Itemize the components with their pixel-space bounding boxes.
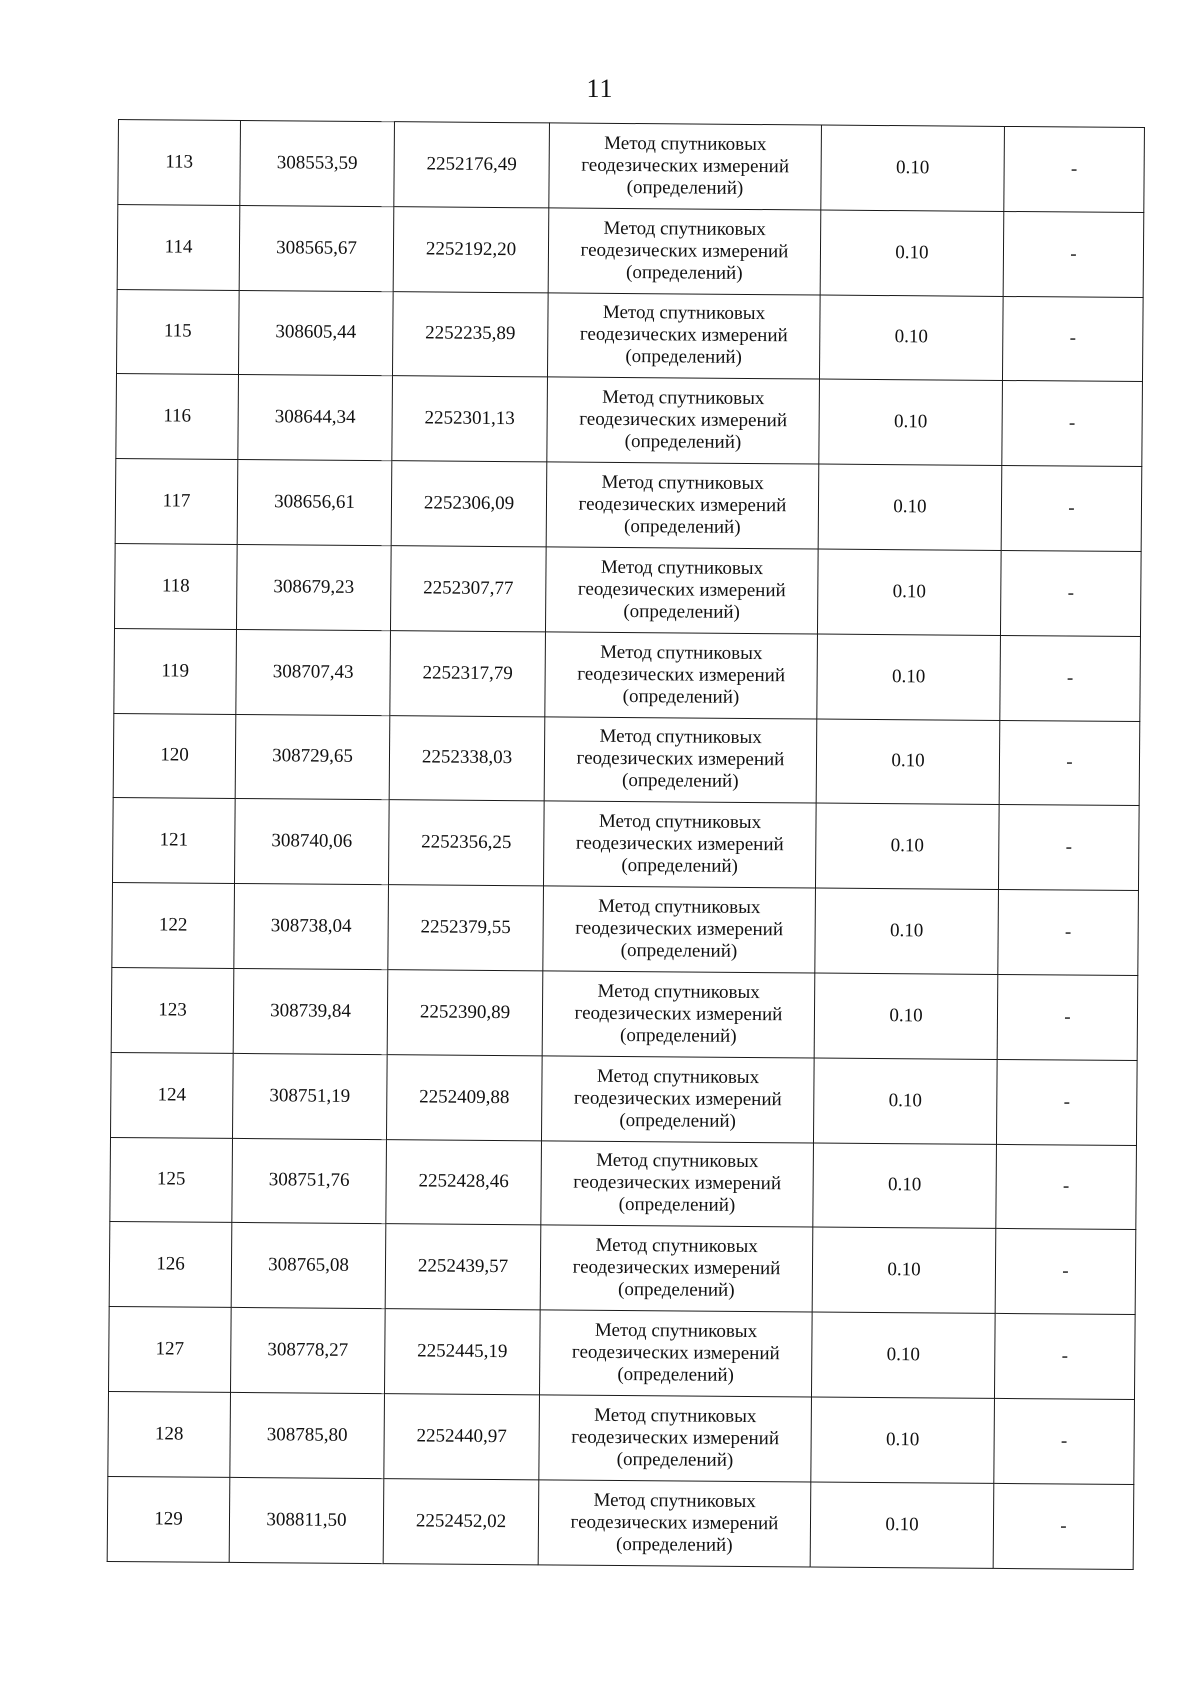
method-cell [540, 1225, 813, 1312]
accuracy-cell: 0.10 [812, 1227, 996, 1313]
method-cell [548, 208, 821, 295]
note-cell: - [1002, 381, 1143, 467]
accuracy-cell: 0.10 [811, 1397, 995, 1483]
x-coordinate-cell: 308605,44 [238, 290, 393, 376]
x-coordinate-cell: 308679,23 [236, 544, 391, 630]
method-cell [543, 886, 816, 973]
method-line-3: (определений) [621, 770, 739, 793]
note-cell: - [1000, 635, 1141, 721]
method-line-3: (определений) [616, 1448, 734, 1471]
method-line-2: геодезических измерений [572, 1256, 781, 1280]
method-line-1: Метод спутниковых [596, 1150, 759, 1173]
point-number-cell: 116 [116, 374, 239, 460]
method-line-2: геодезических измерений [571, 1426, 780, 1450]
point-number-cell: 114 [117, 204, 240, 290]
y-coordinate-cell: 2252235,89 [392, 291, 548, 377]
accuracy-cell: 0.10 [816, 719, 1000, 805]
accuracy-cell: 0.10 [819, 379, 1003, 465]
method-cell [547, 292, 820, 379]
method-line-2: геодезических измерений [570, 1511, 779, 1534]
point-number-cell: 128 [108, 1391, 231, 1477]
note-cell: - [994, 1398, 1135, 1484]
table-row [110, 1137, 1137, 1230]
method-cell [542, 971, 815, 1058]
table-row [108, 1391, 1135, 1484]
y-coordinate-cell: 2252390,89 [387, 970, 543, 1056]
table-row [116, 289, 1143, 382]
y-coordinate-cell: 2252379,55 [388, 885, 544, 971]
table-row [118, 120, 1145, 213]
accuracy-cell: 0.10 [821, 125, 1005, 211]
table-row [107, 1476, 1134, 1569]
accuracy-cell: 0.10 [820, 210, 1004, 296]
accuracy-cell: 0.10 [810, 1482, 994, 1568]
method-line-2: геодезических измерений [581, 154, 790, 178]
accuracy-cell: 0.10 [817, 549, 1001, 635]
table-row [114, 628, 1141, 721]
x-coordinate-cell: 308553,59 [240, 120, 395, 206]
method-line-3: (определений) [623, 600, 740, 623]
method-line-2: геодезических измерений [580, 239, 789, 262]
note-cell: - [997, 974, 1138, 1060]
point-number-cell: 117 [115, 459, 238, 545]
method-line-1: Метод спутниковых [600, 641, 763, 664]
point-number-cell: 124 [111, 1052, 234, 1138]
y-coordinate-cell: 2252307,77 [390, 546, 546, 632]
accuracy-cell: 0.10 [813, 1058, 997, 1144]
table-row [109, 1307, 1136, 1400]
x-coordinate-cell: 308811,50 [229, 1477, 384, 1563]
y-coordinate-cell: 2252338,03 [389, 715, 545, 801]
point-number-cell: 115 [116, 289, 239, 375]
method-line-3: (определений) [626, 176, 744, 199]
method-line-3: (определений) [624, 431, 742, 454]
method-line-1: Метод спутниковых [597, 980, 760, 1003]
method-line-1: Метод спутниковых [595, 1235, 758, 1258]
table-row [111, 1052, 1138, 1145]
accuracy-cell: 0.10 [818, 464, 1002, 550]
method-cell [541, 1056, 814, 1143]
method-line-2: геодезических измерений [579, 324, 788, 347]
point-number-cell: 120 [113, 713, 236, 799]
table-row [113, 713, 1140, 806]
x-coordinate-cell: 308785,80 [230, 1392, 385, 1478]
y-coordinate-cell: 2252440,97 [384, 1394, 540, 1480]
y-coordinate-cell: 2252439,57 [385, 1224, 541, 1310]
x-coordinate-cell: 308739,84 [233, 968, 388, 1054]
method-cell [547, 377, 820, 464]
note-cell: - [1002, 296, 1143, 382]
x-coordinate-cell: 308707,43 [236, 629, 391, 715]
method-line-1: Метод спутниковых [594, 1319, 758, 1343]
method-line-3: (определений) [619, 1024, 737, 1047]
point-number-cell: 125 [110, 1137, 233, 1223]
method-line-1: Метод спутниковых [600, 556, 764, 579]
y-coordinate-cell: 2252176,49 [394, 122, 550, 208]
point-number-cell: 119 [114, 628, 237, 714]
method-line-3: (определений) [620, 940, 738, 962]
method-cell [541, 1140, 814, 1227]
method-line-3: (определений) [615, 1533, 733, 1556]
method-line-1: Метод спутниковых [596, 1065, 760, 1088]
accuracy-cell: 0.10 [819, 295, 1003, 381]
method-line-1: Метод спутниковых [603, 217, 766, 240]
table-row [109, 1222, 1136, 1315]
y-coordinate-cell: 2252409,88 [386, 1054, 542, 1140]
method-line-1: Метод спутниковых [604, 132, 767, 155]
method-line-1: Метод спутниковых [602, 302, 766, 325]
method-line-2: геодезических измерений [579, 408, 788, 432]
method-line-2: геодезических измерений [574, 1002, 783, 1026]
note-cell: - [996, 1144, 1137, 1230]
method-line-2: геодезических измерений [578, 493, 787, 517]
note-cell: - [996, 1059, 1137, 1145]
y-coordinate-cell: 2252306,09 [391, 461, 547, 547]
method-line-2: геодезических измерений [575, 832, 784, 856]
method-cell [539, 1395, 812, 1482]
table-row [112, 883, 1139, 976]
x-coordinate-cell: 308765,08 [231, 1223, 386, 1309]
method-line-2: геодезических измерений [577, 578, 786, 602]
note-cell: - [1004, 126, 1145, 212]
y-coordinate-cell: 2252317,79 [390, 630, 546, 716]
accuracy-cell: 0.10 [817, 634, 1001, 720]
page-number: 11 [586, 74, 614, 103]
x-coordinate-cell: 308656,61 [237, 460, 392, 546]
method-line-1: Метод спутниковых [593, 1489, 756, 1512]
method-line-1: Метод спутниковых [598, 811, 762, 834]
x-coordinate-cell: 308751,76 [232, 1138, 387, 1224]
table-row [115, 459, 1142, 552]
method-line-1: Метод спутниковых [598, 895, 761, 919]
method-cell [538, 1480, 811, 1567]
method-line-2: геодезических измерений [577, 663, 786, 686]
table-row [116, 374, 1143, 467]
accuracy-cell: 0.10 [815, 888, 999, 974]
table-row [113, 798, 1140, 891]
accuracy-cell: 0.10 [811, 1312, 995, 1398]
note-cell: - [994, 1314, 1135, 1400]
note-cell: - [998, 890, 1139, 976]
method-cell [544, 716, 817, 803]
table-row [117, 204, 1144, 297]
method-line-3: (определений) [617, 1279, 735, 1302]
method-line-3: (определений) [625, 261, 743, 284]
note-cell: - [1001, 466, 1142, 552]
accuracy-cell: 0.10 [814, 973, 998, 1059]
method-line-2: геодезических измерений [571, 1341, 780, 1365]
table-row [115, 543, 1142, 636]
y-coordinate-cell: 2252428,46 [386, 1139, 542, 1225]
method-cell [539, 1310, 812, 1397]
method-line-2: геодезических измерений [573, 1172, 782, 1195]
note-cell: - [995, 1229, 1136, 1315]
method-cell [546, 462, 819, 549]
method-line-1: Метод спутниковых [594, 1404, 757, 1427]
note-cell: - [998, 805, 1139, 891]
y-coordinate-cell: 2252445,19 [384, 1309, 540, 1395]
x-coordinate-cell: 308740,06 [234, 799, 389, 885]
x-coordinate-cell: 308738,04 [234, 884, 389, 970]
method-line-1: Метод спутниковых [602, 387, 765, 410]
point-number-cell: 129 [107, 1476, 230, 1562]
y-coordinate-cell: 2252452,02 [383, 1478, 539, 1564]
method-cell [545, 632, 818, 719]
note-cell: - [993, 1483, 1134, 1569]
method-line-1: Метод спутниковых [599, 726, 762, 749]
point-number-cell: 121 [113, 798, 236, 884]
x-coordinate-cell: 308729,65 [235, 714, 390, 800]
y-coordinate-cell: 2252192,20 [393, 206, 549, 292]
accuracy-cell: 0.10 [813, 1143, 997, 1229]
point-number-cell: 127 [109, 1307, 232, 1393]
coordinates-table [107, 119, 1145, 1570]
y-coordinate-cell: 2252301,13 [392, 376, 548, 462]
method-line-3: (определений) [618, 1194, 736, 1217]
note-cell: - [1000, 550, 1141, 636]
method-line-2: геодезических измерений [573, 1087, 782, 1110]
table-row [111, 967, 1138, 1060]
method-line-3: (определений) [619, 1109, 736, 1132]
method-line-3: (определений) [622, 685, 740, 708]
method-line-3: (определений) [623, 516, 741, 538]
method-line-3: (определений) [617, 1364, 734, 1386]
x-coordinate-cell: 308644,34 [238, 375, 393, 461]
x-coordinate-cell: 308778,27 [231, 1308, 386, 1394]
point-number-cell: 126 [109, 1222, 232, 1308]
method-line-3: (определений) [625, 346, 742, 369]
note-cell: - [1003, 211, 1144, 297]
point-number-cell: 123 [111, 967, 234, 1053]
method-line-2: геодезических измерений [576, 748, 785, 771]
method-cell [545, 547, 818, 634]
point-number-cell: 118 [115, 543, 238, 629]
method-cell [543, 801, 816, 888]
point-number-cell: 122 [112, 883, 235, 969]
note-cell: - [999, 720, 1140, 806]
method-line-2: геодезических измерений [575, 917, 784, 941]
method-line-1: Метод спутниковых [601, 471, 764, 495]
y-coordinate-cell: 2252356,25 [388, 800, 544, 886]
x-coordinate-cell: 308751,19 [233, 1053, 388, 1139]
accuracy-cell: 0.10 [815, 803, 999, 889]
coordinates-table-body [107, 120, 1144, 1570]
x-coordinate-cell: 308565,67 [239, 205, 394, 291]
point-number-cell: 113 [118, 120, 241, 206]
method-cell [549, 123, 822, 210]
method-line-3: (определений) [621, 855, 738, 878]
